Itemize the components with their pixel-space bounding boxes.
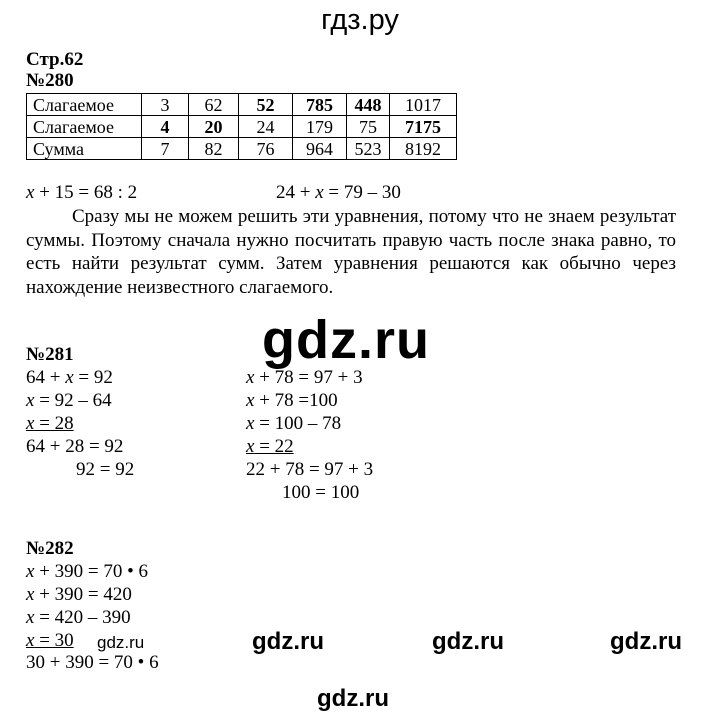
row-label: Сумма: [27, 138, 142, 160]
table-cell: 62: [189, 94, 239, 116]
equation-text: + 78 =100: [254, 390, 338, 411]
variable-x: x: [26, 630, 35, 651]
table-cell: 20: [189, 116, 239, 138]
table-cell: 82: [189, 138, 239, 160]
equation-text: = 420 – 390: [34, 607, 131, 628]
table-cell: 75: [347, 116, 390, 138]
variable-x: x: [26, 182, 35, 203]
equation-280-1: [26, 182, 137, 204]
equation-text: + 15 = 68 : 2: [34, 182, 138, 203]
row-label: Слагаемое: [27, 94, 142, 116]
watermark-small: gdz.ru: [97, 633, 145, 652]
equation-text: 64 +: [26, 367, 66, 388]
table-cell: 76: [239, 138, 293, 160]
variable-x: x: [65, 367, 74, 388]
watermark-row-3: gdz.ru: [610, 628, 682, 655]
equation-282-2: [26, 584, 132, 606]
table-row: [27, 116, 457, 138]
equation-281-right-check-result: 100 = 100: [282, 482, 360, 503]
variable-x: x: [26, 584, 35, 605]
variable-x: x: [26, 413, 35, 434]
table-cell: 964: [293, 138, 347, 160]
task-281-number: №281: [26, 344, 74, 365]
equation-280-2: [276, 182, 401, 204]
task-280-number: №280: [26, 70, 74, 91]
equation-281-right-3: [246, 413, 341, 435]
equation-text: = 28: [34, 413, 74, 434]
equation-text: = 30: [34, 630, 74, 651]
equation-281-left-2: [26, 390, 112, 412]
equation-281-right-check: 22 + 78 = 97 + 3: [246, 459, 374, 480]
variable-x: x: [246, 413, 255, 434]
equation-281-left-answer: [26, 413, 74, 435]
table-cell: 1017: [390, 94, 457, 116]
addition-table: [26, 93, 457, 160]
equation-281-right-2: [246, 390, 338, 412]
explanation-paragraph: [26, 205, 676, 299]
table-cell: 8192: [390, 138, 457, 160]
variable-x: x: [26, 561, 35, 582]
table-cell: 7175: [390, 116, 457, 138]
equation-text: = 92 – 64: [34, 390, 112, 411]
equation-281-left-check-result: 92 = 92: [76, 459, 135, 480]
row-label: Слагаемое: [27, 116, 142, 138]
variable-x: x: [26, 390, 35, 411]
watermark-big: gdz.ru: [262, 310, 430, 370]
equation-text: = 92: [73, 367, 113, 388]
watermark-row-1: gdz.ru: [252, 628, 324, 655]
table-cell: 448: [347, 94, 390, 116]
table-cell: 52: [239, 94, 293, 116]
variable-x: x: [26, 607, 35, 628]
table-cell: 3: [142, 94, 189, 116]
equation-281-left-1: [26, 367, 113, 389]
equation-text: = 22: [254, 436, 294, 457]
equation-281-right-1: [246, 367, 363, 389]
table-cell: 179: [293, 116, 347, 138]
equation-text: + 390 = 420: [34, 584, 132, 605]
equation-text: + 390 = 70 • 6: [34, 561, 149, 582]
variable-x: x: [246, 367, 255, 388]
equation-281-right-answer: [246, 436, 294, 458]
equation-text: = 100 – 78: [254, 413, 342, 434]
equation-text: = 79 – 30: [323, 182, 401, 203]
table-cell: 785: [293, 94, 347, 116]
watermark-bottom: gdz.ru: [317, 685, 389, 712]
equation-text: 24 +: [276, 182, 316, 203]
equation-282-check: 30 + 390 = 70 • 6: [26, 652, 159, 673]
equation-281-left-check: 64 + 28 = 92: [26, 436, 124, 457]
table-cell: 523: [347, 138, 390, 160]
equation-text: + 78 = 97 + 3: [254, 367, 363, 388]
watermark-top: гдз.ру: [321, 4, 399, 36]
explanation-text: Сразу мы не можем решить эти уравнения, потому что не знаем результат суммы. Поэтому сначала нужно посчитать правую часть после знака равно, то есть найти результат сумм. Затем уравнения решаются как обычно через нахождение неизвестного слагаемого.: [26, 206, 676, 298]
equation-282-3: [26, 607, 131, 629]
table-row: [27, 138, 457, 160]
variable-x: x: [315, 182, 324, 203]
table-cell: 7: [142, 138, 189, 160]
page-label: Стр.62: [26, 49, 84, 70]
variable-x: x: [246, 390, 255, 411]
equation-282-answer: [26, 630, 74, 652]
variable-x: x: [246, 436, 255, 457]
table-cell: 24: [239, 116, 293, 138]
equation-282-1: [26, 561, 148, 583]
watermark-row-2: gdz.ru: [432, 628, 504, 655]
table-row: [27, 94, 457, 116]
table-cell: 4: [142, 116, 189, 138]
task-282-number: №282: [26, 538, 74, 559]
